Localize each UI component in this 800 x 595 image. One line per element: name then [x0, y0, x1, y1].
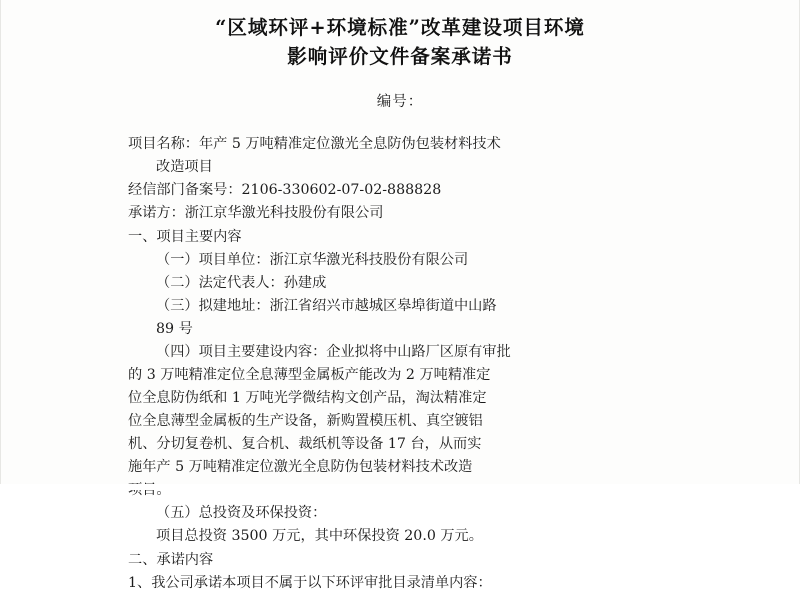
section-1-item-4: （四）项目主要建设内容：企业拟将中山路厂区原有审批	[156, 343, 511, 360]
section-1-item-4-l2: 的 3 万吨精准定位全息薄型金属板产能改为 2 万吨精准定	[128, 366, 491, 383]
section-1-item-5-detail: 项目总投资 3500 万元，其中环保投资 20.0 万元。	[156, 527, 483, 544]
field-promisor-label: 承诺方：	[128, 204, 185, 221]
section-1-item-4-l6: 施年产 5 万吨精准定位激光全息防伪包装材料技术改造	[128, 458, 473, 475]
section-1-item-3: （三）拟建地址：浙江省绍兴市越城区皋埠街道中山路	[156, 297, 497, 314]
section-1-heading: 一、项目主要内容	[128, 228, 242, 245]
section-1-item-2: （二）法定代表人：孙建成	[156, 274, 327, 291]
section-2-item-1: 1、我公司承诺本项目不属于以下环评审批目录清单内容：	[128, 574, 492, 591]
document-content	[128, 133, 672, 595]
field-promisor-value: 浙江京华激光科技股份有限公司	[184, 204, 384, 221]
field-project-name	[128, 133, 672, 156]
field-record-number-value: 2106-330602-07-02-888828	[241, 181, 442, 198]
field-project-name-value: 年产 5 万吨精准定位激光全息防伪包装材料技术	[198, 135, 501, 152]
document-title	[128, 14, 672, 72]
document-code-label: 编号：	[376, 93, 424, 110]
title-line-2: 影响评价文件备案承诺书	[287, 44, 513, 68]
section-1-item-1: （一）项目单位：浙江京华激光科技股份有限公司	[156, 251, 469, 268]
section-2-heading: 二、承诺内容	[128, 551, 214, 568]
section-1-item-4-l5: 机、分切复卷机、复合机、裁纸机等设备 17 台，从而实	[128, 435, 482, 452]
field-project-name-label: 项目名称：	[128, 135, 199, 152]
field-record-number-label: 经信部门备案号：	[128, 181, 242, 198]
title-line-1: “区域环评+环境标准”改革建设项目环境	[215, 16, 585, 39]
section-1-item-5: （五）总投资及环保投资：	[156, 504, 327, 521]
page-bottom-edge	[0, 484, 800, 490]
section-1-item-4-l7	[128, 479, 672, 502]
section-1-item-4-l4: 位全息薄型金属板的生产设备，新购置模压机、真空镀铝	[128, 412, 483, 429]
field-promisor	[128, 202, 672, 225]
section-1-item-4-l3: 位全息防伪纸和 1 万吨光学微结构文创产品，淘汰精准定	[128, 389, 487, 406]
field-record-number	[128, 179, 672, 202]
section-1-item-3-cont: 89 号	[156, 320, 193, 337]
field-project-name-cont: 改造项目	[156, 158, 213, 175]
